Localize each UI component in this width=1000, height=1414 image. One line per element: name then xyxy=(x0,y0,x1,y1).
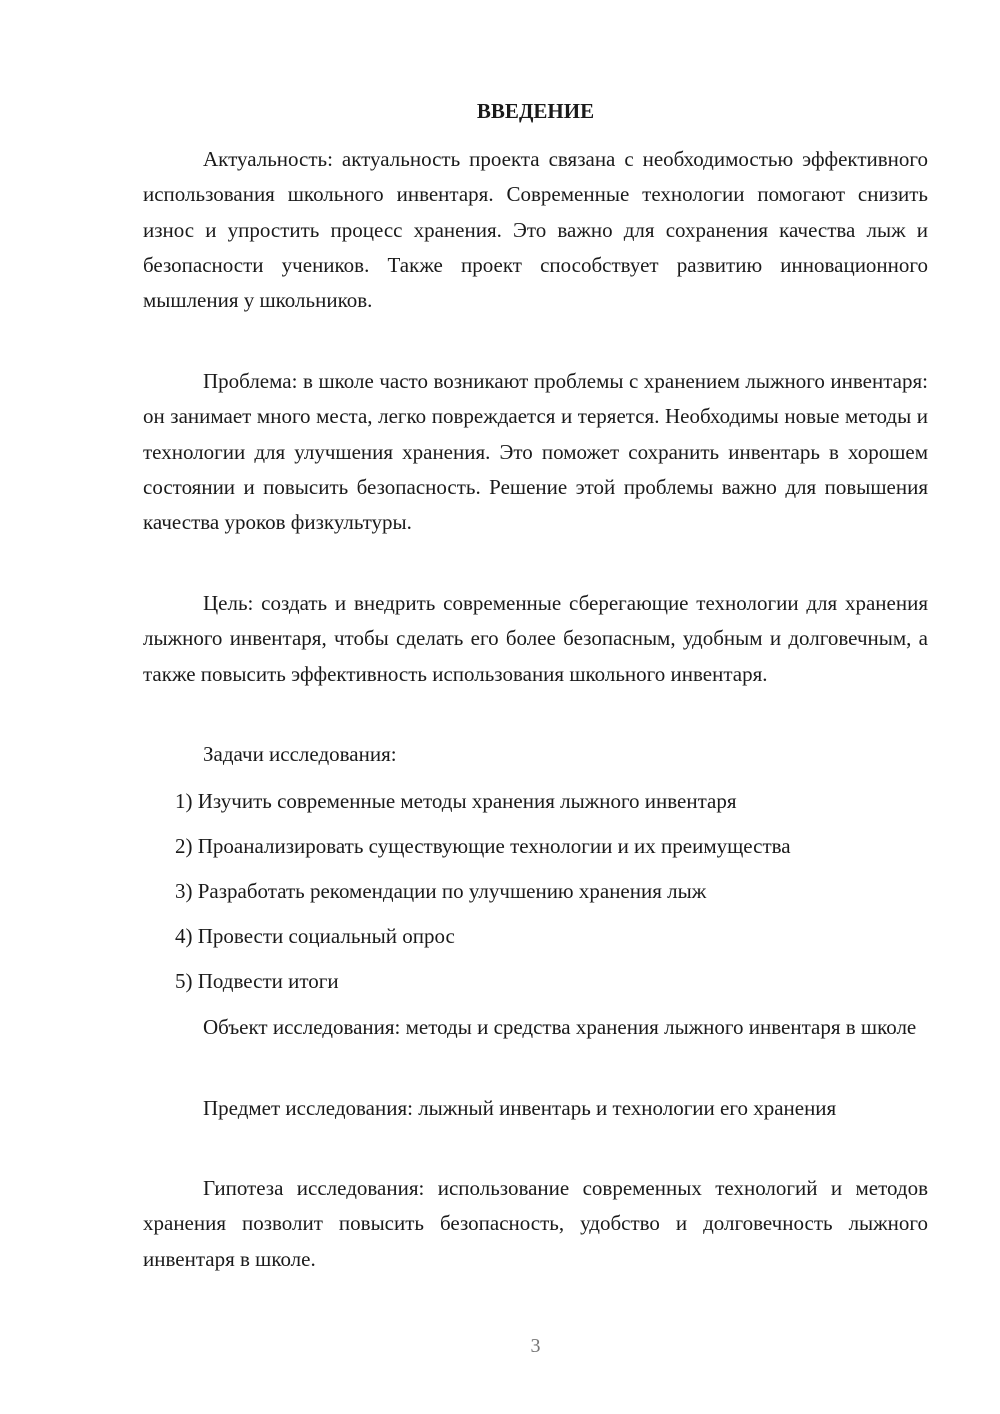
page-title: ВВЕДЕНИЕ xyxy=(476,99,595,123)
tasks-heading: Задачи исследования: xyxy=(203,742,397,766)
page-number: 3 xyxy=(530,1335,541,1357)
document-page xyxy=(143,0,928,1414)
task-item: 2) Проанализировать существующие технологии и их преимущества xyxy=(175,834,791,858)
relevance-paragraph: Актуальность: актуальность проекта связана с необходимостью эффективного использования школьного инвентаря. Современные технологии помогают снизить износ и упростить процесс хранения. Это важно для сохранения качества лыж и безопасности учеников. Также проект способствует развитию инновационного мышления у школьников. xyxy=(143,147,928,313)
object-paragraph: Объект исследования: методы и средства хранения лыжного инвентаря в школе xyxy=(203,1015,917,1039)
problem-paragraph: Проблема: в школе часто возникают проблемы с хранением лыжного инвентаря: он занимает много места, легко повреждается и теряется. Необходимы новые методы и технологии для улучшения хранения. Это поможет сохранить инвентарь в хорошем состоянии и повысить безопасность. Решение этой проблемы важно для повышения качества уроков физкультуры. xyxy=(143,369,928,535)
task-item: 1) Изучить современные методы хранения лыжного инвентаря xyxy=(175,789,737,813)
task-item: 4) Провести социальный опрос xyxy=(175,924,455,948)
subject-paragraph: Предмет исследования: лыжный инвентарь и технологии его хранения xyxy=(203,1096,837,1120)
hypothesis-paragraph: Гипотеза исследования: использование современных технологий и методов хранения позволит повысить безопасность, удобство и долговечность лыжного инвентаря в школе. xyxy=(143,1176,928,1271)
goal-paragraph: Цель: создать и внедрить современные сберегающие технологии для хранения лыжного инвентаря, чтобы сделать его более безопасным, удобным и долговечным, а также повысить эффективность использования школьного инвентаря. xyxy=(143,591,928,686)
task-item: 5) Подвести итоги xyxy=(175,969,339,993)
task-item: 3) Разработать рекомендации по улучшению хранения лыж xyxy=(175,879,707,903)
